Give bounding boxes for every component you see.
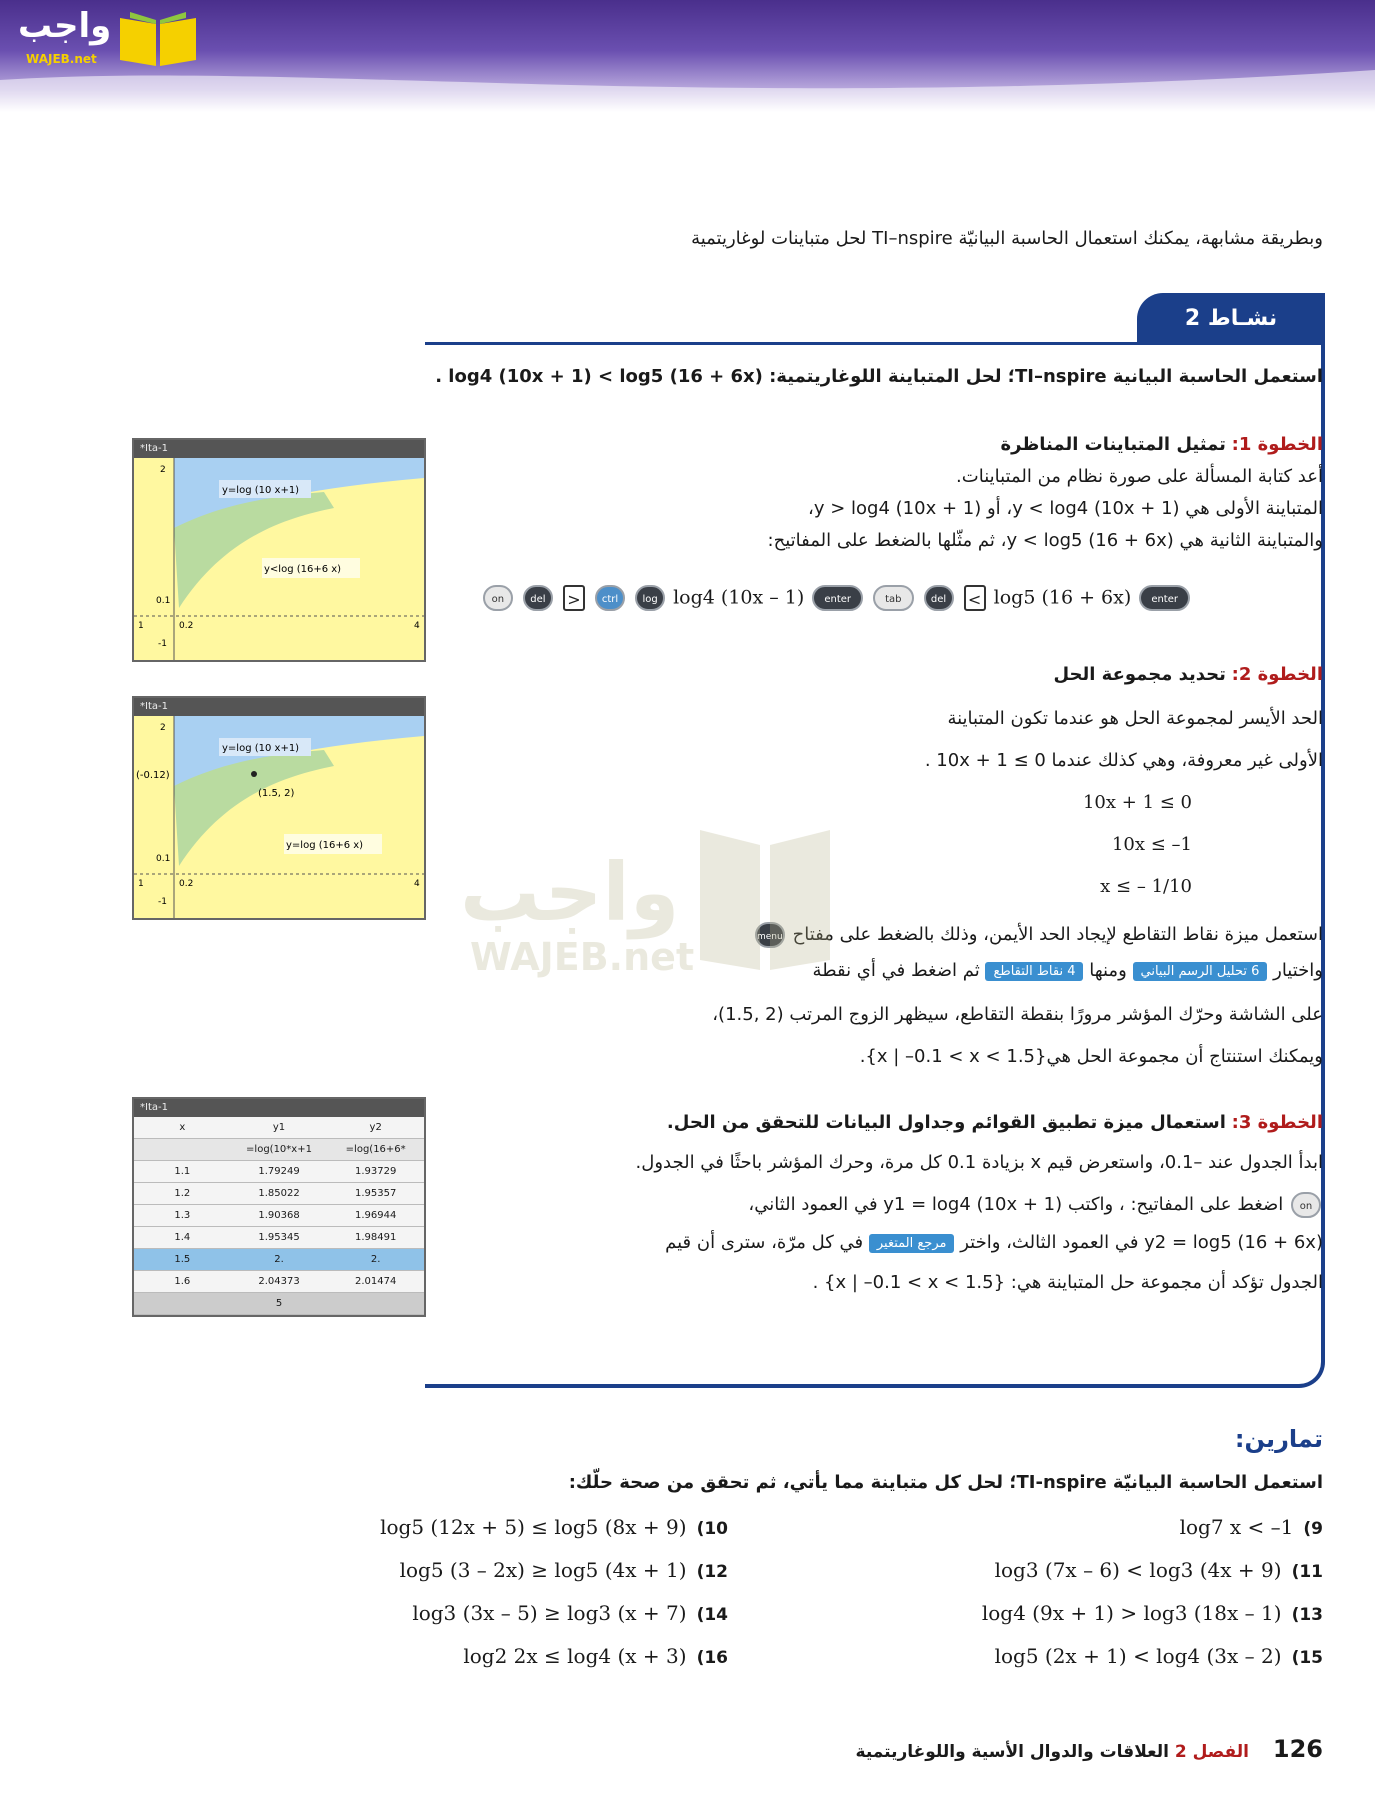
axis-label: 1 <box>138 879 144 889</box>
exercise-item <box>995 1558 1323 1582</box>
step3-menu-line <box>563 1232 1323 1253</box>
step1-key-sequence <box>432 585 1192 625</box>
step3-heading: استعمال ميزة تطبيق القوائم وجداول البيانات للتحقق من الحل. <box>666 1112 1226 1133</box>
step2-line: على الشاشة وحرّك المؤشر مرورًا بنقطة التقاطع، سيظهر الزوج المرتب (2 ,1.5)، <box>712 1004 1323 1025</box>
header-banner <box>0 0 1375 112</box>
step1-heading: تمثيل المتباينات المناظرة <box>1000 434 1226 455</box>
table-cell: 2. <box>370 1254 381 1265</box>
table-cell: 1.85022 <box>258 1188 300 1199</box>
table-cell: 2.04373 <box>258 1276 300 1287</box>
banner-wave <box>0 60 1375 120</box>
exercise-expr: log3 (7x – 6) < log3 (4x + 9) <box>994 1558 1282 1582</box>
exercises-title: تمارين: <box>1234 1425 1323 1453</box>
table-cell: 1.6 <box>174 1276 191 1287</box>
less-key[interactable]: < <box>964 585 986 611</box>
step3-line: الجدول تؤكد أن مجموعة حل المتباينة هي: {x | –0.1 < x < 1.5} . <box>812 1272 1323 1293</box>
enter-key[interactable]: enter <box>812 585 863 611</box>
table-formula: =log(10*x+1 <box>246 1144 312 1155</box>
axis-label: 4 <box>414 621 420 631</box>
table-header: y1 <box>272 1122 286 1133</box>
intersection-menu-item[interactable]: 4 نقاط التقاطع <box>985 962 1083 981</box>
exercise-item <box>412 1601 728 1625</box>
step2-heading: تحديد مجموعة الحل <box>1053 664 1226 685</box>
step1-line: المتباينة الأولى هي y < log4 (10x + 1)، أو y > log4 (10x + 1)، <box>808 498 1323 519</box>
step2-line: الحد الأيسر لمجموعة الحل هو عندما تكون المتباينة <box>947 708 1323 729</box>
book-icon <box>116 8 200 68</box>
step2-label: الخطوة 2: <box>1231 664 1323 685</box>
exercise-expr: log5 (12x + 5) ≤ log5 (8x + 9) <box>380 1515 687 1539</box>
table-cell: 2. <box>274 1254 284 1265</box>
step2-text: واختيار <box>1273 960 1323 981</box>
chapter-label: الفصل 2 <box>1174 1742 1249 1762</box>
table-cell: 1.1 <box>174 1166 191 1177</box>
exercise-number: (10 <box>696 1519 728 1539</box>
brand-latin: WAJEB.net <box>26 52 97 66</box>
table-cell: 1.79249 <box>258 1166 300 1177</box>
table-cell: 1.3 <box>174 1210 191 1221</box>
exercise-item <box>463 1644 728 1668</box>
graph-label: y<log (16+6 x) <box>264 564 342 575</box>
table-cell: 1.2 <box>174 1188 191 1199</box>
page-number: 126 <box>1272 1735 1323 1763</box>
step1-line: أعد كتابة المسألة على صورة نظام من المتباينات. <box>956 466 1323 487</box>
table-title: *Ita-1 <box>134 1099 424 1117</box>
step3-text: اضغط على المفاتيح: ، واكتب y1 = log4 (10x + 1) في العمود الثاني، <box>748 1194 1284 1215</box>
exercise-number: (15 <box>1291 1648 1323 1668</box>
exercise-number: (12 <box>696 1562 728 1582</box>
tab-key[interactable]: tab <box>873 585 913 611</box>
table-footer <box>134 1293 424 1315</box>
table-cell: 1.98491 <box>355 1232 397 1243</box>
intro-paragraph: وبطريقة مشابهة، يمكنك استعمال الحاسبة البيانيّة TI–nspire لحل متباينات لوغاريتمية <box>691 228 1323 249</box>
step2-math: 10x ≤ –1 <box>1111 834 1192 855</box>
axis-label: -1 <box>158 897 167 907</box>
key-expression-1: log4 (10x – 1) <box>673 586 805 609</box>
step1-header <box>563 434 1323 455</box>
axis-label: 1 <box>138 621 144 631</box>
exercises-intro: استعمل الحاسبة البيانيّة TI-nspire؛ لحل كل متباينة مما يأتي، ثم تحقق من صحة حلّك: <box>568 1472 1323 1493</box>
exercise-item <box>995 1644 1323 1668</box>
axis-label: 2 <box>160 465 166 475</box>
on-key[interactable]: on <box>483 585 513 611</box>
step1-line: والمتباينة الثانية هي y < log5 (16 + 6x)، ثم مثّلها بالضغط على المفاتيح: <box>767 530 1323 551</box>
table-header: x <box>179 1122 186 1133</box>
table-footer-text: 5 <box>275 1298 283 1309</box>
on-key[interactable]: on <box>1291 1192 1321 1218</box>
brand-arabic: واجب <box>18 6 112 46</box>
graph-label: y=log (10 x+1) <box>222 485 300 496</box>
exercise-item <box>400 1558 728 1582</box>
step2-line: الأولى غير معروفة، وهي كذلك عندما 0 ≥ 10x + 1 . <box>924 750 1323 771</box>
exercise-expr: log7 x < –1 <box>1179 1515 1294 1539</box>
table-cell: 1.96944 <box>355 1210 397 1221</box>
graph-label: y=log (16+6 x) <box>286 840 364 851</box>
exercise-expr: log2 2x ≤ log4 (x + 3) <box>463 1644 687 1668</box>
table-cell: 1.4 <box>174 1232 191 1243</box>
menu-key[interactable]: menu <box>755 922 785 948</box>
screen-title: *Ita-1 <box>134 440 424 458</box>
step2-text: ومنها <box>1089 960 1127 981</box>
table-header: y2 <box>369 1122 382 1133</box>
step2-header <box>563 664 1323 685</box>
step1-label: الخطوة 1: <box>1231 434 1323 455</box>
log-key[interactable]: log <box>635 585 665 611</box>
graph-1 <box>134 458 424 660</box>
exercise-number: (16 <box>696 1648 728 1668</box>
axis-label: -1 <box>158 639 167 649</box>
step2-line <box>563 922 1323 948</box>
del-key[interactable]: del <box>924 585 954 611</box>
exercise-item <box>1180 1515 1323 1539</box>
exercise-item <box>380 1515 728 1539</box>
table-row[interactable] <box>134 1161 424 1183</box>
step3-keys-line <box>563 1192 1323 1218</box>
axis-label: 4 <box>414 879 420 889</box>
step3-text: (y2 = log5 (16 + 6x في العمود الثالث، واختر <box>960 1232 1323 1253</box>
exercise-number: (9 <box>1303 1519 1323 1539</box>
exercise-item <box>982 1601 1323 1625</box>
step2-menu-line <box>563 960 1323 981</box>
variable-reference-menu-item[interactable]: مرجع المتغير <box>869 1234 955 1253</box>
axis-label: 0.1 <box>156 854 171 864</box>
graph-analysis-menu-item[interactable]: 6 تحليل الرسم البياني <box>1133 962 1268 981</box>
enter-key[interactable]: enter <box>1139 585 1190 611</box>
screen-title: *Ita-1 <box>134 698 424 716</box>
table-cell: 1.93729 <box>355 1166 397 1177</box>
step3-header <box>563 1112 1323 1133</box>
calculator-screen-2 <box>132 696 426 920</box>
axis-label: 0.1 <box>156 596 171 606</box>
exercise-number: (11 <box>1291 1562 1323 1582</box>
step2-line: ويمكنك استنتاج أن مجموعة الحل هي{x | –0.1 < x < 1.5}. <box>859 1046 1323 1067</box>
step2-math: x ≤ – 1/10 <box>1100 876 1192 897</box>
brand-logo[interactable] <box>12 6 192 70</box>
table-row[interactable] <box>134 1183 424 1205</box>
table-cell: 1.90368 <box>258 1210 300 1221</box>
activity-prompt: استعمل الحاسبة البيانية TI–nspire؛ لحل المتباينة اللوغاريتمية: log4 (10x + 1) < log5 (16 + 6x) . <box>435 366 1323 387</box>
page-footer <box>856 1735 1323 1763</box>
del-key[interactable]: del <box>523 585 553 611</box>
step3-label: الخطوة 3: <box>1231 1112 1323 1133</box>
step3-text: في كل مرّة، سترى أن قيم <box>665 1232 864 1253</box>
step2-math: 10x + 1 ≤ 0 <box>1082 792 1192 813</box>
watermark-latin: WAJEB.net <box>470 935 695 979</box>
calculator-table-screen <box>132 1097 426 1317</box>
graph-label: y=log (10 x+1) <box>222 743 300 754</box>
table-cell: 2.01474 <box>355 1276 397 1287</box>
ctrl-key[interactable]: ctrl <box>595 585 625 611</box>
table-header-row <box>134 1117 424 1139</box>
table-row[interactable] <box>134 1205 424 1227</box>
axis-label: 0.2 <box>179 879 194 889</box>
watermark-text: واجب <box>460 846 680 939</box>
activity-title: نشـاط 2 <box>1137 293 1325 345</box>
table-row-selected[interactable] <box>134 1249 424 1271</box>
table-cell: 1.5 <box>174 1254 191 1265</box>
graph-point-label: (1.5, 2) <box>258 788 295 799</box>
key-expression-2: log5 (16 + 6x) <box>993 586 1132 609</box>
table-cell: 1.95357 <box>355 1188 397 1199</box>
axis-label: 0.2 <box>179 621 194 631</box>
step3-line: ابدأ الجدول عند –0.1، واستعرض قيم x بزيادة 0.1 كل مرة، وحرك المؤشر باحثًا في الجدول. <box>635 1152 1323 1173</box>
table-formula-row <box>134 1139 424 1161</box>
exercise-expr: log5 (3 – 2x) ≥ log5 (4x + 1) <box>399 1558 687 1582</box>
exercise-expr: log5 (2x + 1) < log4 (3x – 2) <box>994 1644 1282 1668</box>
calculator-screen-1 <box>132 438 426 662</box>
axis-label: 2 <box>160 723 166 733</box>
table-row[interactable] <box>134 1227 424 1249</box>
table-formula <box>134 1139 231 1160</box>
step2-text: ثم اضغط في أي نقطة <box>812 960 980 981</box>
table-row[interactable] <box>134 1271 424 1293</box>
exercise-expr: log4 (9x + 1) > log3 (18x – 1) <box>981 1601 1282 1625</box>
exercise-expr: log3 (3x – 5) ≥ log3 (x + 7) <box>412 1601 687 1625</box>
graph-2 <box>134 716 424 918</box>
table-formula: =log(16+6* <box>345 1144 406 1155</box>
chapter-title: العلاقات والدوال الأسية واللوغاريتمية <box>855 1742 1169 1762</box>
greater-key[interactable]: > <box>563 585 585 611</box>
table-cell: 1.95345 <box>258 1232 300 1243</box>
exercise-number: (14 <box>696 1605 728 1625</box>
step2-text: استعمل ميزة نقاط التقاطع لإيجاد الحد الأيمن، وذلك بالضغط على مفتاح <box>792 924 1323 945</box>
graph-point-label: (-0.12) <box>136 770 170 781</box>
exercise-number: (13 <box>1291 1605 1323 1625</box>
